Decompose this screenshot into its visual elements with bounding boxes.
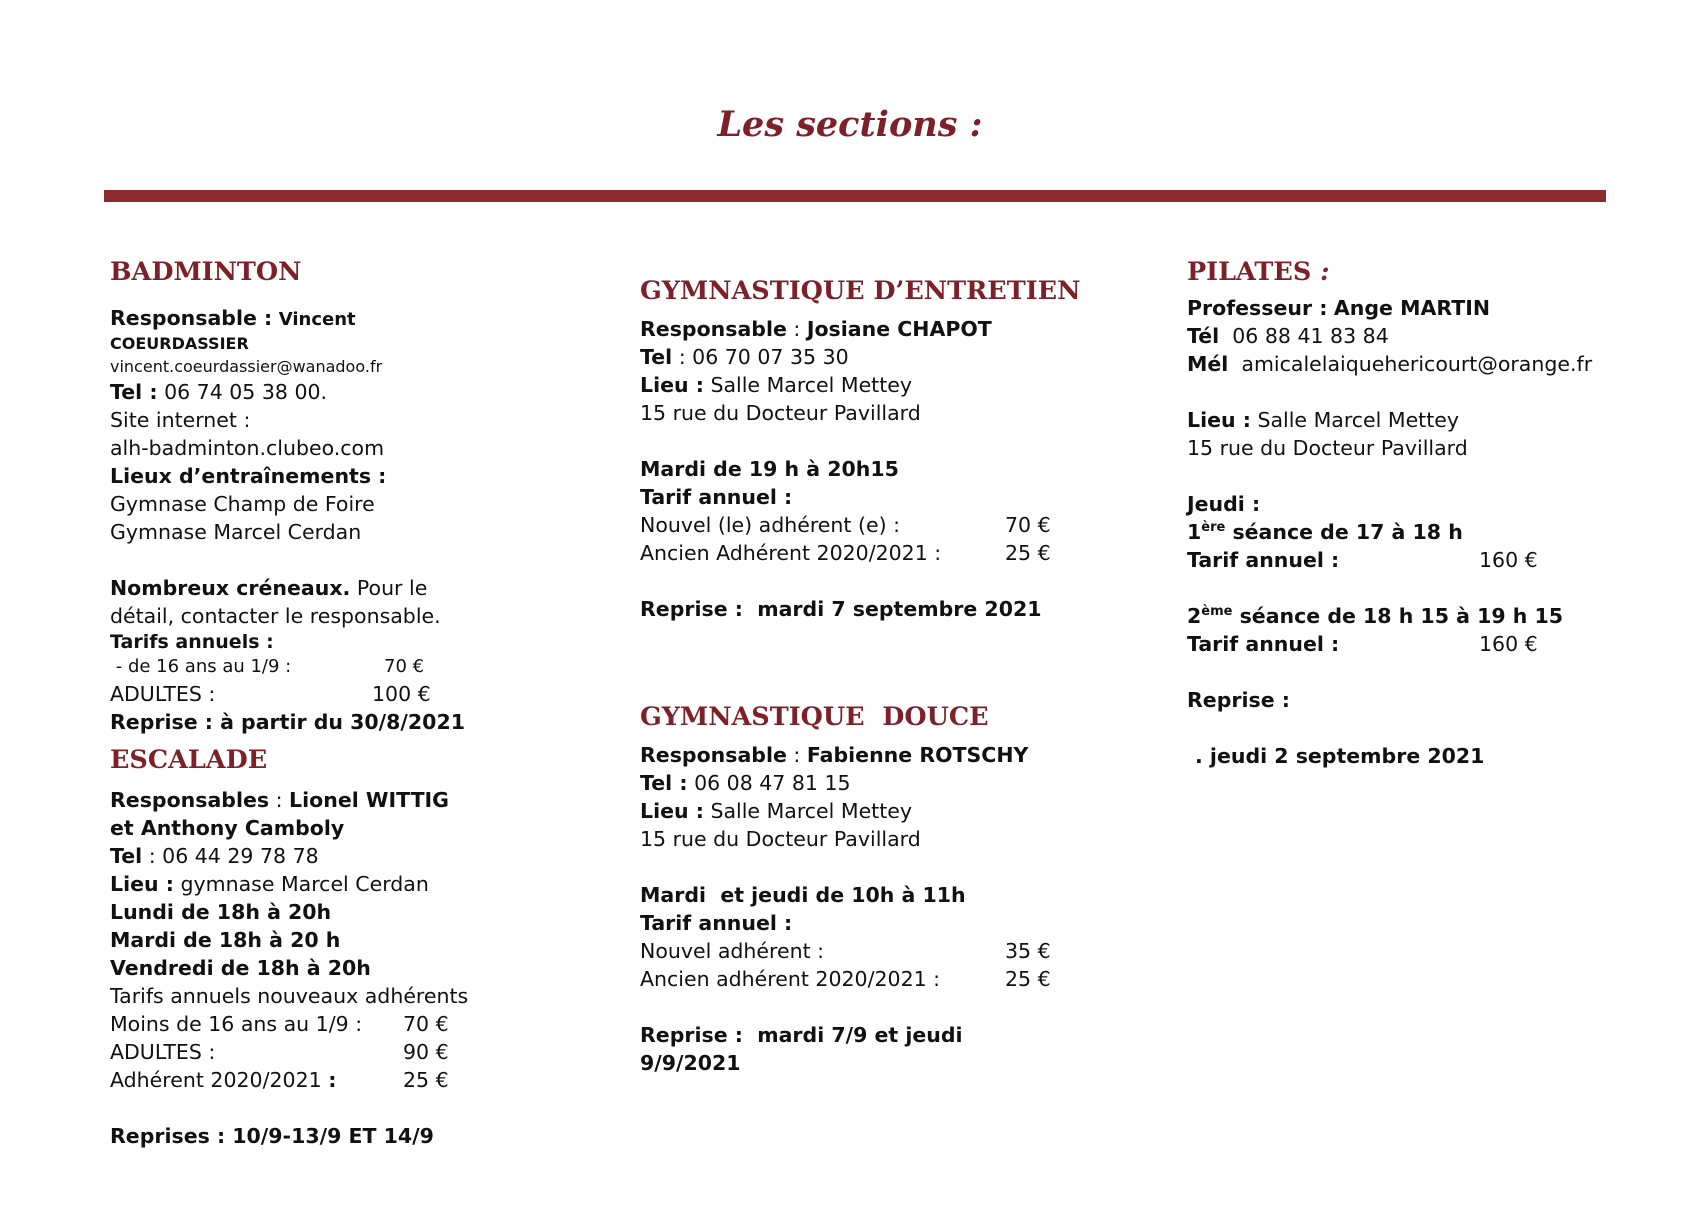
gym-douce-resp-label: Responsable: [640, 743, 787, 767]
escalade-tel: Tel : 06 44 29 78 78: [110, 844, 319, 868]
escalade-tarif-row: [110, 1038, 468, 1066]
pilates-seance2-text: séance de 18 h 15 à 19 h 15: [1239, 604, 1563, 628]
gym-entretien-heading: GYMNASTIQUE D’ENTRETIEN: [640, 276, 1081, 306]
escalade-tarifs-label: Tarifs annuels nouveaux adhérents: [110, 984, 469, 1008]
pilates-mel-label: Mél: [1187, 352, 1229, 376]
badminton-resp-label: Responsable :: [110, 306, 273, 330]
pilates-seance2-sup: ème: [1201, 604, 1233, 620]
badminton-responsable: [110, 304, 468, 332]
badminton-tel-label: Tel :: [110, 380, 158, 404]
gym-douce-tel-value: 06 08 47 81 15: [694, 771, 851, 795]
pilates-heading: [1187, 256, 1592, 288]
title-divider: [104, 190, 1606, 202]
escalade-tarif2-value: 90 €: [403, 1040, 449, 1064]
gym-entretien-tarif2-value: 25 €: [1005, 541, 1051, 565]
badminton-tarifs-label: Tarifs annuels :: [110, 631, 274, 653]
escalade-horaire-3: Vendredi de 18h à 20h: [110, 956, 371, 980]
pilates-prof-name: Ange MARTIN: [1333, 296, 1490, 320]
escalade-horaire-1: Lundi de 18h à 20h: [110, 900, 332, 924]
gym-entretien-horaire: Mardi de 19 h à 20h15: [640, 457, 899, 481]
gym-douce-reprise-1: Reprise : mardi 7/9 et jeudi: [640, 1023, 963, 1047]
gym-douce-tarif1-label: Nouvel adhérent :: [640, 939, 825, 963]
pilates-lieu-label: Lieu :: [1187, 408, 1251, 432]
badminton-tarif2-label: ADULTES :: [110, 682, 216, 706]
badminton-tarif2-value: 100 €: [372, 682, 431, 706]
gym-douce-resp-name: Fabienne ROTSCHY: [806, 743, 1029, 767]
escalade-tarif-row: [110, 1010, 468, 1038]
gym-douce-heading: GYMNASTIQUE DOUCE: [640, 702, 989, 732]
pilates-mel-value[interactable]: amicalelaiquehericourt@orange.fr: [1241, 352, 1593, 376]
pilates-seance2-num: 2: [1187, 604, 1202, 628]
pilates-seance1-text: séance de 17 à 18 h: [1232, 520, 1463, 544]
badminton-tarif-row: [110, 680, 468, 708]
pilates-tarif2-value: 160 €: [1479, 632, 1538, 656]
gym-douce-lieu: [640, 797, 1080, 825]
escalade-heading: ESCALADE: [110, 745, 268, 775]
pilates-tarif-value: 160 €: [1479, 548, 1538, 572]
escalade-tarif2-label: ADULTES :: [110, 1040, 216, 1064]
badminton-lieu-2: Gymnase Marcel Cerdan: [110, 520, 362, 544]
badminton-tarif1-label: - de 16 ans au 1/9 :: [110, 656, 292, 677]
pilates-professeur: [1187, 294, 1592, 322]
gym-douce-tarif-row: [640, 965, 1080, 993]
pilates-seance-1: [1187, 518, 1592, 546]
badminton-creneaux-text: Pour le: [356, 576, 428, 600]
escalade-resp-names: Lionel WITTIG: [289, 788, 450, 812]
gym-entretien-tarif1-value: 70 €: [1005, 513, 1051, 537]
gym-entretien-tarif-row: [640, 511, 1080, 539]
gym-entretien-tel-label: Tel: [640, 345, 673, 369]
gym-douce-reprise-2: 9/9/2021: [640, 1051, 741, 1075]
gym-entretien-tarif1-label: Nouvel (le) adhérent (e) :: [640, 513, 900, 537]
gym-douce-responsable: Responsable : Fabienne ROTSCHY: [640, 743, 1029, 767]
badminton-lieu-1: Gymnase Champ de Foire: [110, 492, 375, 516]
gym-entretien-responsable: Responsable : Josiane CHAPOT: [640, 317, 992, 341]
gym-entretien-resp-name: Josiane CHAPOT: [806, 317, 992, 341]
gym-douce-tarif-row: [640, 937, 1080, 965]
pilates-reprise: . jeudi 2 septembre 2021: [1195, 744, 1485, 768]
pilates-heading-text: PILATES: [1187, 257, 1312, 287]
badminton-resp-last: COEURDASSIER: [110, 334, 249, 353]
gym-entretien-adresse: 15 rue du Docteur Pavillard: [640, 401, 921, 425]
gym-douce-horaire: Mardi et jeudi de 10h à 11h: [640, 883, 966, 907]
pilates-heading-colon: :: [1320, 257, 1330, 287]
gym-douce-tarif2-label: Ancien adhérent 2020/2021 :: [640, 967, 941, 991]
pilates-jour: Jeudi :: [1187, 492, 1261, 516]
badminton-tarif1-value: 70 €: [384, 656, 425, 677]
badminton-creneaux-2: détail, contacter le responsable.: [110, 604, 441, 628]
pilates-seance1-num: 1: [1187, 520, 1202, 544]
gym-entretien-lieu-label: Lieu :: [640, 373, 704, 397]
gym-douce-lieu-label: Lieu :: [640, 799, 704, 823]
badminton-tel: [110, 378, 468, 406]
badminton-email[interactable]: vincent.coeurdassier@wanadoo.fr: [110, 357, 383, 376]
pilates-mel: [1187, 350, 1592, 378]
gym-douce-lieu-value: Salle Marcel Mettey: [710, 799, 913, 823]
column-middle: [640, 275, 1080, 1077]
pilates-seance1-sup: ère: [1201, 520, 1226, 536]
badminton-site-label: Site internet :: [110, 408, 251, 432]
pilates-tarif2-label: Tarif annuel :: [1187, 632, 1340, 656]
gym-entretien-reprise: Reprise : mardi 7 septembre 2021: [640, 597, 1042, 621]
escalade-lieu-label: Lieu :: [110, 872, 174, 896]
escalade-lieu-value: gymnase Marcel Cerdan: [180, 872, 429, 896]
pilates-tel-label: Tél: [1187, 324, 1220, 348]
pilates-tarif-label: Tarif annuel :: [1187, 548, 1340, 572]
gym-douce-tarif1-value: 35 €: [1005, 939, 1051, 963]
gym-entretien-tarif-row: [640, 539, 1080, 567]
pilates-adresse: 15 rue du Docteur Pavillard: [1187, 436, 1468, 460]
column-left: [110, 256, 468, 1150]
escalade-tarif1-label: Moins de 16 ans au 1/9 :: [110, 1012, 363, 1036]
escalade-tarif-row: Adhérent 2020/2021 : 25 €: [110, 1068, 449, 1092]
escalade-resp-label: Responsables: [110, 788, 270, 812]
gym-entretien-tel: Tel : 06 70 07 35 30: [640, 345, 849, 369]
gym-douce-adresse: 15 rue du Docteur Pavillard: [640, 827, 921, 851]
escalade-reprise: Reprises : 10/9-13/9 ET 14/9: [110, 1124, 434, 1148]
escalade-lieu: [110, 870, 468, 898]
pilates-tel-value: 06 88 41 83 84: [1232, 324, 1389, 348]
gym-douce-tarif-label: Tarif annuel :: [640, 911, 793, 935]
escalade-resp-names-2: et Anthony Camboly: [110, 816, 345, 840]
gym-entretien-lieu: [640, 371, 1080, 399]
gym-douce-tarif2-value: 25 €: [1005, 967, 1051, 991]
badminton-tarif-row: [110, 654, 468, 680]
gym-entretien-lieu-value: Salle Marcel Mettey: [710, 373, 913, 397]
badminton-creneaux: [110, 574, 468, 602]
gym-entretien-tarif2-label: Ancien Adhérent 2020/2021 :: [640, 541, 942, 565]
escalade-tarif3-label: Adhérent 2020/2021: [110, 1068, 322, 1092]
pilates-reprise-label: Reprise :: [1187, 688, 1290, 712]
pilates-lieu-value: Salle Marcel Mettey: [1257, 408, 1460, 432]
pilates-seance-2: [1187, 602, 1592, 630]
badminton-lieux-label: Lieux d’entraînements :: [110, 464, 387, 488]
escalade-tel-label: Tel: [110, 844, 143, 868]
gym-entretien-tel-value: 06 70 07 35 30: [692, 345, 849, 369]
gym-entretien-tarif-label: Tarif annuel :: [640, 485, 793, 509]
escalade-tarif1-value: 70 €: [403, 1012, 449, 1036]
badminton-heading: BADMINTON: [110, 257, 302, 287]
column-right: [1187, 256, 1592, 770]
pilates-tarif-row: [1187, 546, 1592, 574]
gym-douce-tel: [640, 769, 1080, 797]
badminton-creneaux-bold: Nombreux créneaux.: [110, 576, 351, 600]
pilates-lieu: [1187, 406, 1592, 434]
pilates-tel: [1187, 322, 1592, 350]
page-title: Les sections :: [717, 104, 983, 145]
badminton-reprise: Reprise : à partir du 30/8/2021: [110, 710, 465, 734]
pilates-prof-label: Professeur :: [1187, 296, 1328, 320]
escalade-tel-value: 06 44 29 78 78: [162, 844, 319, 868]
gym-entretien-resp-label: Responsable: [640, 317, 787, 341]
escalade-tarif3-value: 25 €: [403, 1068, 449, 1092]
badminton-site[interactable]: alh-badminton.clubeo.com: [110, 436, 385, 460]
escalade-responsables: Responsables : Lionel WITTIG: [110, 788, 450, 812]
escalade-horaire-2: Mardi de 18h à 20 h: [110, 928, 341, 952]
badminton-tel-value: 06 74 05 38 00.: [164, 380, 328, 404]
badminton-resp-first: Vincent: [278, 309, 356, 330]
gym-douce-tel-label: Tel :: [640, 771, 688, 795]
pilates-tarif-row: [1187, 630, 1592, 658]
